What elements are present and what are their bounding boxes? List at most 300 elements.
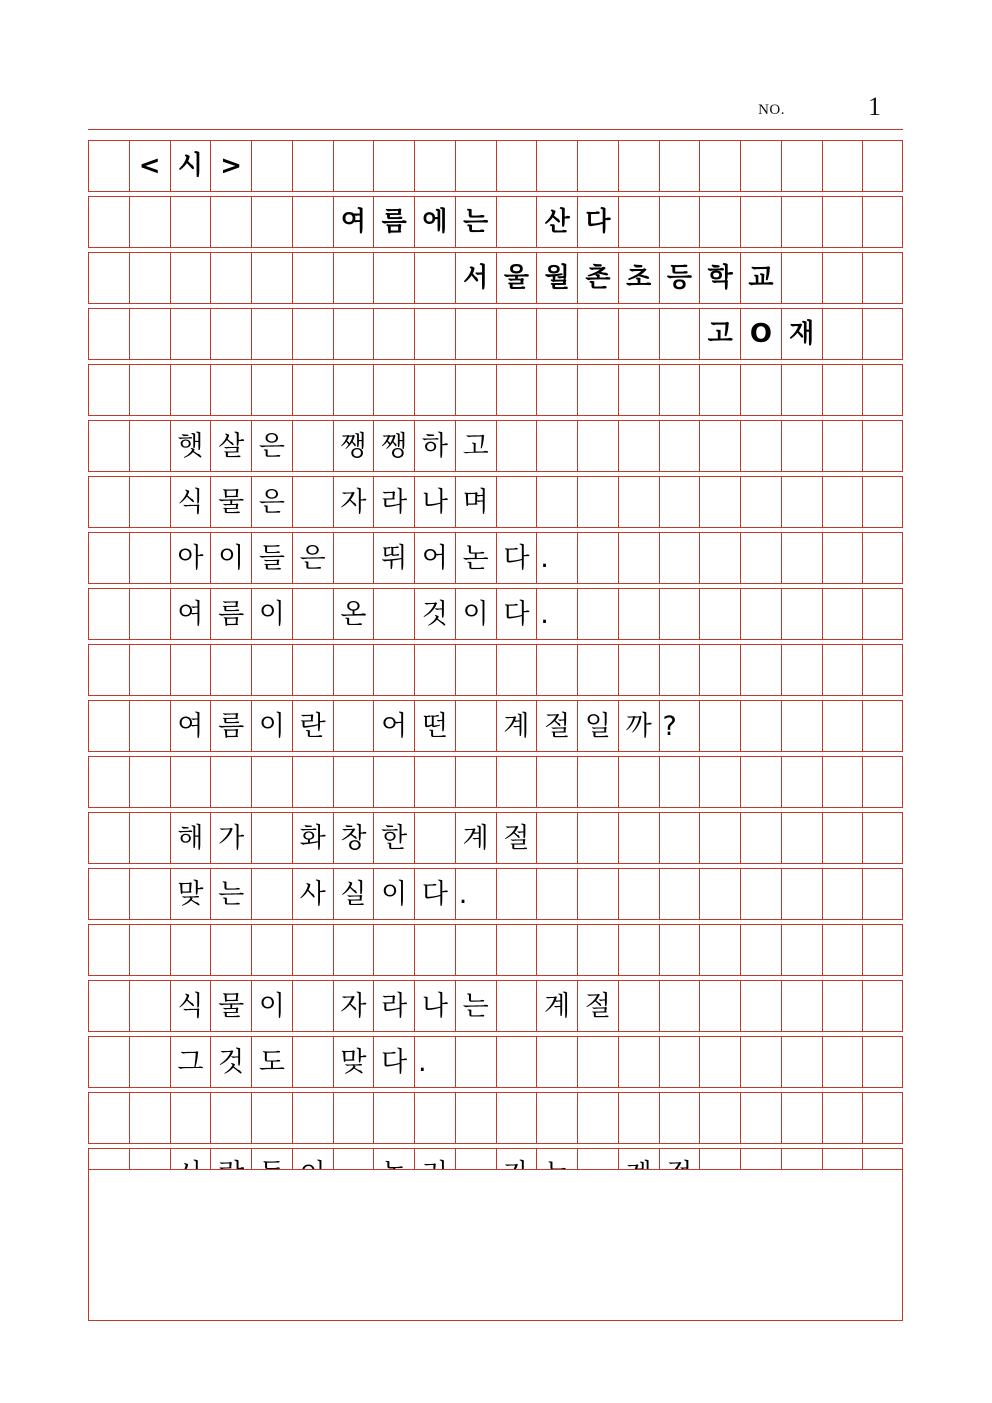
grid-cell-empty: [700, 757, 741, 807]
grid-cell-empty: [700, 645, 741, 695]
grid-cell-filled: <: [130, 141, 171, 191]
grid-cell-empty: [741, 981, 782, 1031]
grid-cell-filled: 여: [334, 197, 375, 247]
grid-cell-empty: [497, 1037, 538, 1087]
grid-cell-empty: [700, 421, 741, 471]
grid-cell-empty: [863, 757, 904, 807]
grid-cell-empty: [374, 757, 415, 807]
grid-cell-empty: [823, 925, 864, 975]
grid-cell-filled: 어: [415, 533, 456, 583]
grid-cell-empty: [578, 477, 619, 527]
grid-cell-empty: [823, 421, 864, 471]
grid-cell-empty: [863, 477, 904, 527]
grid-cell-empty: [415, 365, 456, 415]
grid-cell-empty: [863, 253, 904, 303]
blank-row-2: [88, 644, 903, 696]
grid-cell-empty: [252, 757, 293, 807]
grid-cell-filled: 창: [334, 813, 375, 863]
grid-cell-filled: 나: [415, 981, 456, 1031]
grid-cell-empty: [823, 869, 864, 919]
grid-cell-empty: [211, 309, 252, 359]
grid-cell-empty: [456, 141, 497, 191]
grid-cell-empty: [374, 253, 415, 303]
header-rule: [88, 129, 903, 130]
grid-cell-empty: [823, 701, 864, 751]
grid-cell-empty: [619, 477, 660, 527]
grid-cell-filled: .: [537, 589, 578, 639]
grid-cell-empty: [293, 197, 334, 247]
grid-cell-empty: [293, 645, 334, 695]
grid-cell-empty: [863, 365, 904, 415]
grid-cell-filled: 쨍: [374, 421, 415, 471]
grid-cell-empty: [497, 981, 538, 1031]
grid-cell-empty: [334, 253, 375, 303]
grid-cell-empty: [171, 1093, 212, 1143]
grid-cell-filled: 일: [578, 701, 619, 751]
grid-cell-empty: [537, 309, 578, 359]
grid-cell-empty: [171, 365, 212, 415]
grid-cell-empty: [497, 141, 538, 191]
grid-cell-empty: [374, 141, 415, 191]
grid-cell-empty: [293, 1037, 334, 1087]
grid-cell-empty: [700, 1093, 741, 1143]
grid-cell-empty: [415, 141, 456, 191]
grid-cell-empty: [660, 365, 701, 415]
grid-cell-filled: 은: [293, 533, 334, 583]
grid-cell-empty: [863, 701, 904, 751]
grid-cell-empty: [89, 477, 130, 527]
grid-cell-empty: [89, 1093, 130, 1143]
grid-cell-empty: [700, 197, 741, 247]
grid-cell-empty: [456, 925, 497, 975]
verse-row-9: [88, 1036, 903, 1088]
grid-cell-empty: [252, 813, 293, 863]
grid-cell-empty: [374, 589, 415, 639]
grid-cell-empty: [89, 869, 130, 919]
grid-cell-empty: [660, 309, 701, 359]
grid-cell-empty: [863, 813, 904, 863]
grid-cell-filled: .: [415, 1037, 456, 1087]
grid-cell-empty: [293, 757, 334, 807]
blank-row-1: [88, 364, 903, 416]
grid-cell-empty: [741, 813, 782, 863]
grid-cell-empty: [293, 925, 334, 975]
grid-cell-empty: [741, 925, 782, 975]
grid-cell-empty: [130, 1037, 171, 1087]
grid-cell-empty: [578, 757, 619, 807]
grid-cell-empty: [823, 365, 864, 415]
grid-cell-empty: [537, 1037, 578, 1087]
grid-cell-empty: [497, 197, 538, 247]
grid-cell-empty: [782, 533, 823, 583]
grid-cell-filled: 다: [374, 1037, 415, 1087]
grid-cell-filled: 촌: [578, 253, 619, 303]
grid-cell-empty: [619, 869, 660, 919]
grid-cell-empty: [537, 645, 578, 695]
grid-cell-empty: [823, 1037, 864, 1087]
grid-cell-empty: [782, 141, 823, 191]
grid-cell-filled: 여: [171, 701, 212, 751]
grid-cell-empty: [89, 589, 130, 639]
grid-cell-filled: 서: [456, 253, 497, 303]
grid-cell-empty: [700, 589, 741, 639]
grid-cell-filled: 실: [334, 869, 375, 919]
grid-cell-empty: [89, 757, 130, 807]
grid-cell-empty: [252, 253, 293, 303]
title-row: [88, 196, 903, 248]
grid-cell-empty: [89, 421, 130, 471]
verse-row-3: [88, 532, 903, 584]
grid-cell-empty: [741, 869, 782, 919]
grid-cell-empty: [89, 981, 130, 1031]
grid-cell-empty: [578, 813, 619, 863]
grid-cell-empty: [497, 645, 538, 695]
grid-cell-empty: [415, 925, 456, 975]
grid-cell-filled: 재: [782, 309, 823, 359]
grid-cell-filled: 들: [252, 533, 293, 583]
grid-cell-empty: [823, 1093, 864, 1143]
grid-cell-empty: [619, 589, 660, 639]
grid-cell-filled: 자: [334, 981, 375, 1031]
grid-cell-empty: [456, 309, 497, 359]
grid-cell-empty: [863, 925, 904, 975]
grid-cell-empty: [130, 813, 171, 863]
grid-cell-filled: 도: [252, 1037, 293, 1087]
grid-cell-empty: [782, 1037, 823, 1087]
verse-row-2: [88, 476, 903, 528]
page-number-value: 1: [868, 92, 881, 121]
grid-cell-empty: [823, 309, 864, 359]
grid-cell-empty: [537, 1093, 578, 1143]
grid-cell-filled: 름: [211, 589, 252, 639]
grid-cell-empty: [374, 1093, 415, 1143]
grid-cell-filled: 어: [374, 701, 415, 751]
grid-cell-empty: [293, 421, 334, 471]
grid-cell-empty: [130, 981, 171, 1031]
grid-cell-filled: 아: [171, 533, 212, 583]
grid-cell-empty: [171, 197, 212, 247]
grid-cell-empty: [660, 141, 701, 191]
grid-cell-empty: [252, 869, 293, 919]
grid-cell-empty: [660, 589, 701, 639]
grid-cell-empty: [741, 589, 782, 639]
grid-cell-empty: [782, 925, 823, 975]
grid-cell-empty: [619, 981, 660, 1031]
grid-cell-filled: 뛰: [374, 533, 415, 583]
grid-cell-empty: [537, 477, 578, 527]
grid-cell-empty: [293, 981, 334, 1031]
grid-cell-empty: [252, 309, 293, 359]
grid-cell-empty: [782, 813, 823, 863]
grid-cell-empty: [863, 1037, 904, 1087]
grid-cell-empty: [537, 365, 578, 415]
grid-cell-filled: 이: [374, 869, 415, 919]
grid-cell-filled: 다: [578, 197, 619, 247]
grid-cell-filled: >: [211, 141, 252, 191]
grid-cell-filled: 것: [211, 1037, 252, 1087]
grid-cell-empty: [89, 309, 130, 359]
grid-cell-empty: [619, 365, 660, 415]
grid-cell-empty: [334, 701, 375, 751]
grid-cell-empty: [863, 141, 904, 191]
grid-cell-empty: [700, 533, 741, 583]
grid-cell-filled: 는: [456, 197, 497, 247]
grid-cell-empty: [497, 925, 538, 975]
grid-cell-filled: 고: [456, 421, 497, 471]
grid-cell-filled: 시: [171, 141, 212, 191]
grid-cell-empty: [741, 477, 782, 527]
grid-cell-empty: [252, 141, 293, 191]
grid-cell-filled: 해: [171, 813, 212, 863]
verse-row-6: [88, 812, 903, 864]
grid-cell-empty: [741, 421, 782, 471]
grid-cell-empty: [130, 365, 171, 415]
grid-cell-empty: [578, 533, 619, 583]
grid-cell-empty: [700, 869, 741, 919]
grid-cell-empty: [334, 757, 375, 807]
grid-cell-empty: [537, 141, 578, 191]
grid-cell-empty: [334, 141, 375, 191]
school-row: [88, 252, 903, 304]
grid-cell-empty: [700, 477, 741, 527]
grid-cell-empty: [456, 1037, 497, 1087]
grid-cell-filled: 이: [252, 589, 293, 639]
grid-cell-empty: [211, 197, 252, 247]
grid-cell-filled: 절: [497, 813, 538, 863]
grid-cell-empty: [660, 1093, 701, 1143]
grid-cell-empty: [171, 309, 212, 359]
grid-cell-filled: 여: [171, 589, 212, 639]
grid-cell-filled: 이: [252, 701, 293, 751]
grid-cell-empty: [619, 1037, 660, 1087]
grid-cell-empty: [415, 1093, 456, 1143]
grid-cell-empty: [334, 533, 375, 583]
grid-cell-empty: [660, 477, 701, 527]
grid-cell-filled: 이: [211, 533, 252, 583]
grid-cell-empty: [211, 1093, 252, 1143]
grid-cell-filled: 울: [497, 253, 538, 303]
grid-cell-empty: [252, 645, 293, 695]
grid-cell-empty: [334, 645, 375, 695]
grid-cell-empty: [619, 757, 660, 807]
grid-cell-empty: [863, 981, 904, 1031]
grid-cell-filled: 는: [211, 869, 252, 919]
grid-cell-filled: 떤: [415, 701, 456, 751]
grid-cell-empty: [660, 925, 701, 975]
grid-cell-empty: [741, 701, 782, 751]
grid-cell-empty: [415, 253, 456, 303]
grid-cell-filled: 온: [334, 589, 375, 639]
blank-row-3: [88, 756, 903, 808]
grid-cell-empty: [700, 981, 741, 1031]
grid-cell-empty: [863, 421, 904, 471]
grid-cell-empty: [334, 1093, 375, 1143]
grid-cell-empty: [660, 645, 701, 695]
grid-cell-empty: [700, 141, 741, 191]
grid-cell-empty: [660, 757, 701, 807]
grid-cell-filled: 름: [374, 197, 415, 247]
genre-row: [88, 140, 903, 192]
grid-cell-empty: [252, 365, 293, 415]
grid-cell-filled: .: [537, 533, 578, 583]
grid-cell-empty: [660, 533, 701, 583]
grid-cell-empty: [578, 869, 619, 919]
grid-cell-empty: [497, 757, 538, 807]
grid-cell-empty: [293, 253, 334, 303]
grid-cell-filled: O: [741, 309, 782, 359]
grid-cell-empty: [660, 197, 701, 247]
grid-cell-filled: 는: [456, 981, 497, 1031]
grid-cell-empty: [334, 365, 375, 415]
grid-cell-filled: 에: [415, 197, 456, 247]
grid-cell-empty: [497, 869, 538, 919]
grid-cell-empty: [497, 421, 538, 471]
grid-cell-empty: [89, 365, 130, 415]
grid-cell-empty: [130, 645, 171, 695]
grid-cell-empty: [89, 701, 130, 751]
grid-cell-empty: [211, 757, 252, 807]
grid-cell-filled: 라: [374, 981, 415, 1031]
grid-cell-filled: 다: [497, 589, 538, 639]
grid-cell-filled: 라: [374, 477, 415, 527]
grid-cell-empty: [741, 1037, 782, 1087]
grid-cell-empty: [700, 365, 741, 415]
grid-cell-filled: 논: [456, 533, 497, 583]
grid-cell-empty: [130, 701, 171, 751]
grid-cell-empty: [130, 309, 171, 359]
grid-cell-empty: [782, 589, 823, 639]
grid-cell-empty: [130, 1093, 171, 1143]
blank-row-4: [88, 924, 903, 976]
grid-cell-empty: [823, 757, 864, 807]
grid-cell-empty: [130, 421, 171, 471]
verse-row-8: [88, 980, 903, 1032]
grid-cell-empty: [619, 309, 660, 359]
grid-cell-filled: 월: [537, 253, 578, 303]
grid-cell-empty: [741, 197, 782, 247]
grid-cell-empty: [130, 197, 171, 247]
grid-cell-empty: [578, 645, 619, 695]
grid-cell-empty: [578, 1093, 619, 1143]
grid-cell-empty: [823, 813, 864, 863]
grid-cell-empty: [823, 589, 864, 639]
grid-cell-empty: [823, 981, 864, 1031]
grid-cell-filled: 그: [171, 1037, 212, 1087]
verse-row-5: [88, 700, 903, 752]
grid-cell-empty: [293, 589, 334, 639]
grid-cell-empty: [782, 1093, 823, 1143]
grid-cell-empty: [374, 645, 415, 695]
grid-cell-empty: [578, 925, 619, 975]
grid-cell-filled: 은: [252, 421, 293, 471]
grid-cell-empty: [700, 813, 741, 863]
grid-cell-empty: [130, 589, 171, 639]
grid-cell-empty: [823, 141, 864, 191]
grid-cell-empty: [863, 645, 904, 695]
grid-cell-filled: 계: [497, 701, 538, 751]
blank-row-5: [88, 1092, 903, 1144]
grid-cell-empty: [578, 1037, 619, 1087]
grid-cell-empty: [863, 197, 904, 247]
grid-cell-filled: 나: [415, 477, 456, 527]
grid-cell-empty: [252, 1093, 293, 1143]
grid-cell-filled: 사: [293, 869, 334, 919]
grid-cell-filled: 며: [456, 477, 497, 527]
grid-cell-empty: [660, 1037, 701, 1087]
grid-cell-empty: [415, 757, 456, 807]
grid-cell-filled: 햇: [171, 421, 212, 471]
grid-cell-empty: [456, 365, 497, 415]
page-number-label: NO.: [758, 102, 785, 118]
grid-cell-empty: [619, 533, 660, 583]
grid-cell-empty: [741, 645, 782, 695]
verse-row-4: [88, 588, 903, 640]
grid-cell-empty: [619, 813, 660, 863]
grid-cell-empty: [537, 813, 578, 863]
grid-cell-empty: [741, 533, 782, 583]
grid-cell-empty: [863, 589, 904, 639]
grid-cell-filled: 화: [293, 813, 334, 863]
grid-cell-empty: [660, 813, 701, 863]
grid-cell-empty: [537, 421, 578, 471]
manuscript-grid: [88, 140, 903, 1256]
author-row: [88, 308, 903, 360]
grid-cell-filled: 하: [415, 421, 456, 471]
grid-cell-empty: [537, 757, 578, 807]
grid-cell-empty: [823, 253, 864, 303]
grid-cell-empty: [334, 925, 375, 975]
grid-cell-empty: [374, 925, 415, 975]
grid-cell-filled: 절: [537, 701, 578, 751]
grid-cell-empty: [130, 253, 171, 303]
grid-cell-filled: 쨍: [334, 421, 375, 471]
grid-cell-empty: [782, 421, 823, 471]
grid-cell-empty: [497, 477, 538, 527]
grid-cell-filled: 식: [171, 981, 212, 1031]
grid-cell-empty: [741, 757, 782, 807]
grid-cell-empty: [741, 1093, 782, 1143]
grid-cell-empty: [863, 533, 904, 583]
grid-cell-empty: [374, 365, 415, 415]
grid-cell-filled: 다: [415, 869, 456, 919]
grid-cell-empty: [89, 253, 130, 303]
grid-cell-filled: 물: [211, 981, 252, 1031]
grid-cell-empty: [578, 421, 619, 471]
grid-cell-filled: 자: [334, 477, 375, 527]
grid-cell-filled: 름: [211, 701, 252, 751]
grid-cell-empty: [782, 869, 823, 919]
grid-cell-empty: [211, 645, 252, 695]
grid-cell-empty: [89, 1037, 130, 1087]
grid-cell-empty: [130, 869, 171, 919]
grid-cell-empty: [497, 365, 538, 415]
grid-cell-empty: [293, 477, 334, 527]
grid-cell-empty: [863, 309, 904, 359]
sheet-header: [88, 92, 903, 130]
grid-cell-empty: [252, 197, 293, 247]
trailing-empty-box: [88, 1169, 903, 1321]
grid-cell-empty: [334, 309, 375, 359]
verse-row-7: [88, 868, 903, 920]
grid-cell-empty: [252, 925, 293, 975]
grid-cell-filled: 등: [660, 253, 701, 303]
grid-cell-filled: 산: [537, 197, 578, 247]
grid-cell-empty: [456, 757, 497, 807]
grid-cell-filled: 교: [741, 253, 782, 303]
grid-cell-empty: [497, 1093, 538, 1143]
grid-cell-filled: 것: [415, 589, 456, 639]
grid-cell-empty: [700, 925, 741, 975]
